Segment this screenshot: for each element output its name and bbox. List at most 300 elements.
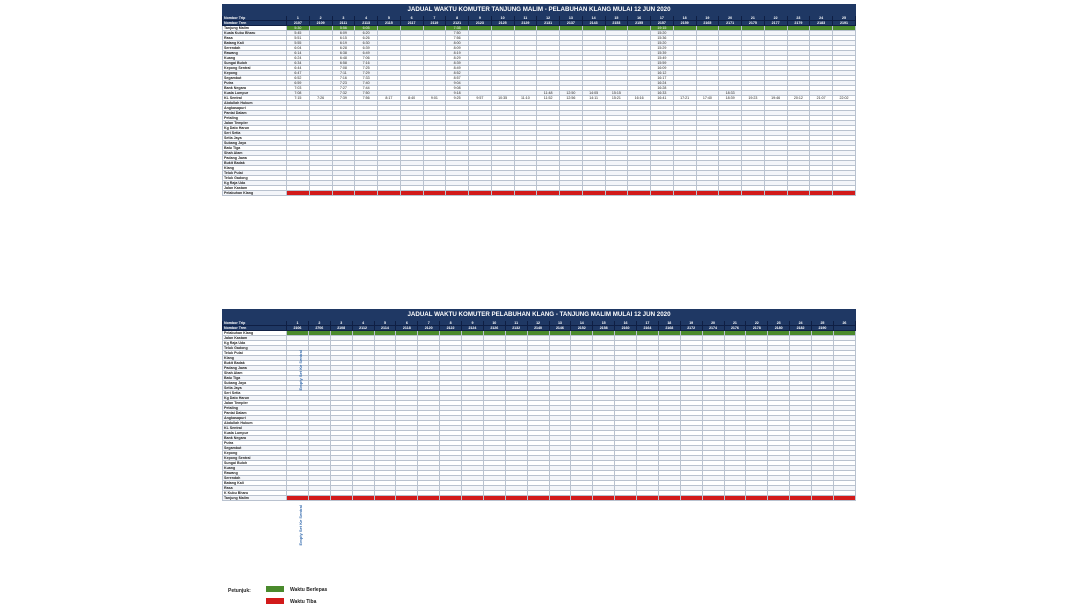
station-name: Pelabuhan Klang — [223, 191, 287, 196]
time-cell — [423, 191, 446, 196]
time-cell — [469, 191, 492, 196]
station-name: Jalan Kastam — [223, 186, 287, 191]
time-cell: 9:25 — [446, 96, 469, 101]
station-name: Padang Jawa — [223, 366, 287, 371]
time-cell: 11:52 — [537, 96, 560, 101]
time-cell — [746, 496, 768, 501]
time-cell: 6:05 — [355, 26, 378, 31]
trip-number: 19 — [696, 16, 719, 21]
train-number: 2178 — [746, 326, 768, 331]
time-cell — [483, 496, 505, 501]
trip-number: 8 — [440, 321, 462, 326]
time-cell: 12:50 — [560, 91, 583, 96]
time-cell: 6:28 — [332, 46, 355, 51]
time-cell: 19:46 — [764, 96, 787, 101]
trip-number: 26 — [833, 321, 855, 326]
time-cell — [768, 496, 790, 501]
time-cell: 12:56 — [560, 96, 583, 101]
trip-number: 16 — [628, 16, 651, 21]
time-cell — [527, 496, 549, 501]
time-cell — [615, 496, 637, 501]
train-number: 2158 — [593, 326, 615, 331]
station-name: Serendah — [223, 476, 287, 481]
time-cell — [287, 496, 309, 501]
station-name: Jalan Kastam — [223, 336, 287, 341]
trip-number: 21 — [742, 16, 765, 21]
time-cell: 16:09 — [651, 66, 674, 71]
time-cell — [764, 191, 787, 196]
table1-title: JADUAL WAKTU KOMUTER TANJUNG MALIM - PELABUHAN KLANG MULAI 12 JUN 2020 — [223, 5, 856, 16]
time-cell: 7:06 — [355, 56, 378, 61]
time-cell: 5:56 — [332, 26, 355, 31]
station-name: Segambut — [223, 446, 287, 451]
time-cell — [309, 191, 332, 196]
station-name: Sungai Buloh — [223, 461, 287, 466]
time-cell: 5:55 — [287, 41, 310, 46]
time-cell: 14:05 — [582, 91, 605, 96]
time-cell — [400, 191, 423, 196]
train-number: 2117 — [400, 21, 423, 26]
station-name: Segambut — [223, 76, 287, 81]
trip-number: 7 — [418, 321, 440, 326]
time-cell: 15:36 — [651, 36, 674, 41]
time-cell: 7:08 — [287, 91, 310, 96]
station-name: Kg Raja Uda — [223, 181, 287, 186]
trip-number-label: Nombor Trip — [223, 16, 287, 21]
time-cell: 7:56 — [355, 96, 378, 101]
trip-number: 9 — [462, 321, 484, 326]
station-name: Klang — [223, 356, 287, 361]
train-number: 2172 — [680, 326, 702, 331]
time-cell: 6:26 — [355, 36, 378, 41]
time-cell: 15:20 — [651, 31, 674, 36]
time-cell: 6:34 — [287, 61, 310, 66]
station-name: Kuang — [223, 56, 287, 61]
time-cell: 16:41 — [651, 96, 674, 101]
time-cell — [790, 496, 812, 501]
train-number: 2174 — [702, 326, 724, 331]
trip-number: 3 — [330, 321, 352, 326]
trip-number: 3 — [332, 16, 355, 21]
time-cell — [440, 496, 462, 501]
trip-number: 5 — [374, 321, 396, 326]
time-cell — [719, 191, 742, 196]
time-cell — [418, 496, 440, 501]
train-number: 2123 — [469, 21, 492, 26]
trip-number: 23 — [787, 16, 810, 21]
station-name: Tanjung Malim — [223, 26, 287, 31]
time-cell: 6:09 — [332, 31, 355, 36]
train-number: 2153 — [605, 21, 628, 26]
trip-number: 15 — [605, 16, 628, 21]
station-name: Angkasapuri — [223, 416, 287, 421]
legend-red-label: Waktu Tiba — [290, 599, 317, 605]
time-cell: 6:59 — [287, 81, 310, 86]
table2-title: JADUAL WAKTU KOMUTER PELABUHAN KLANG - TANJUNG MALIM MULAI 12 JUN 2020 — [223, 310, 856, 321]
trip-number: 20 — [719, 16, 742, 21]
train-number: 2121 — [446, 21, 469, 26]
train-number: 2113 — [355, 21, 378, 26]
time-cell: 6:15 — [332, 36, 355, 41]
time-cell: 5:30 — [287, 26, 310, 31]
train-number: 2177 — [764, 21, 787, 26]
time-cell: 6:38 — [332, 51, 355, 56]
station-name: Kg Dato Harun — [223, 126, 287, 131]
time-cell — [833, 191, 856, 196]
train-number: 2111 — [332, 21, 355, 26]
train-number: 2106 — [287, 326, 309, 331]
time-cell: 5:45 — [287, 31, 310, 36]
station-name: Kuala Lumpur — [223, 431, 287, 436]
time-cell: 8:00 — [446, 41, 469, 46]
time-cell: 8:09 — [446, 46, 469, 51]
time-cell: 7:16 — [355, 61, 378, 66]
trip-number: 6 — [396, 321, 418, 326]
time-cell: 11:10 — [514, 96, 537, 101]
station-name: Bukit Badak — [223, 161, 287, 166]
time-cell: 7:27 — [332, 86, 355, 91]
time-cell — [462, 496, 484, 501]
legend-green-swatch — [266, 586, 284, 592]
trip-number: 17 — [651, 16, 674, 21]
train-number: 2143 — [582, 21, 605, 26]
time-cell: 8:39 — [446, 61, 469, 66]
trip-number: 20 — [702, 321, 724, 326]
time-cell — [446, 191, 469, 196]
station-name: Pantai Dalam — [223, 411, 287, 416]
time-cell: 14:11 — [582, 96, 605, 101]
trip-number: 24 — [810, 16, 833, 21]
trip-number: 23 — [768, 321, 790, 326]
trip-number: 7 — [423, 16, 446, 21]
train-number: 2191 — [833, 21, 856, 26]
time-cell: 6:20 — [355, 31, 378, 36]
time-cell: 6:04 — [287, 46, 310, 51]
train-number: 2122 — [440, 326, 462, 331]
trip-number: 24 — [790, 321, 812, 326]
train-number: 2129 — [514, 21, 537, 26]
station-name: Petaling — [223, 116, 287, 121]
trip-number-label: Nombor Trip — [223, 321, 287, 326]
time-cell: 7:29 — [355, 71, 378, 76]
time-cell: 7:35 — [446, 26, 469, 31]
station-name: Kepong Sentral — [223, 456, 287, 461]
time-cell: 6:58 — [332, 61, 355, 66]
time-cell — [628, 191, 651, 196]
empty-set-note-lower: Empty Set Ke Sentral — [298, 505, 303, 546]
time-cell: 6:48 — [332, 56, 355, 61]
station-name: Rasa — [223, 486, 287, 491]
station-name: Padang Jawa — [223, 156, 287, 161]
station-name: Teluk Pulai — [223, 351, 287, 356]
train-number: 2165 — [696, 21, 719, 26]
train-number: 2131 — [537, 21, 560, 26]
station-name: Bank Negara — [223, 86, 287, 91]
station-name: Rawang — [223, 471, 287, 476]
time-cell — [658, 496, 680, 501]
trip-number: 1 — [287, 321, 309, 326]
station-name: K Kubu Bharu — [223, 491, 287, 496]
time-cell: 6:19 — [332, 41, 355, 46]
time-cell — [378, 191, 401, 196]
table-row — [223, 496, 856, 501]
train-number: 2171 — [719, 21, 742, 26]
time-cell: 8:49 — [446, 66, 469, 71]
legend-green-label: Waktu Berlepas — [290, 587, 328, 593]
train-number: 2155 — [628, 21, 651, 26]
time-cell — [742, 191, 765, 196]
train-number-label: Nombor Tren — [223, 326, 287, 331]
station-name: Pelabuhan Klang — [223, 331, 287, 336]
train-number-label: Nombor Tren — [223, 21, 287, 26]
time-cell: 8:29 — [446, 56, 469, 61]
time-cell — [702, 496, 724, 501]
time-cell: 9:57 — [469, 96, 492, 101]
station-name: Abdullah Hukum — [223, 101, 287, 106]
station-name: Teluk Pulai — [223, 171, 287, 176]
trip-number: 8 — [446, 16, 469, 21]
time-cell — [673, 191, 696, 196]
table-row — [223, 191, 856, 196]
time-cell — [696, 191, 719, 196]
trip-number: 10 — [491, 16, 514, 21]
station-name: Serendah — [223, 46, 287, 51]
trip-number: 25 — [812, 321, 834, 326]
time-cell — [582, 191, 605, 196]
trip-number: 11 — [505, 321, 527, 326]
station-name: Setia Jaya — [223, 386, 287, 391]
station-name: Teluk Gadong — [223, 176, 287, 181]
time-cell — [680, 496, 702, 501]
trip-number: 13 — [549, 321, 571, 326]
time-cell: 18:39 — [719, 96, 742, 101]
legend-heading: Petunjuk: — [228, 588, 251, 594]
time-cell — [514, 191, 537, 196]
time-cell: 9:18 — [446, 91, 469, 96]
station-name: Angkasapuri — [223, 106, 287, 111]
train-number: 2125 — [491, 21, 514, 26]
station-name: Kuala Lumpur — [223, 91, 287, 96]
train-number: 2140 — [527, 326, 549, 331]
station-name: Batang Kali — [223, 41, 287, 46]
trip-number: 19 — [680, 321, 702, 326]
time-cell: 6:14 — [287, 51, 310, 56]
time-cell: 7:15 — [287, 96, 310, 101]
trip-number: 10 — [483, 321, 505, 326]
time-cell — [571, 496, 593, 501]
time-cell: 15:21 — [605, 96, 628, 101]
train-number: 2146 — [549, 326, 571, 331]
train-number: 2124 — [462, 326, 484, 331]
trip-number: 16 — [615, 321, 637, 326]
time-cell: 16:24 — [651, 81, 674, 86]
trip-number: 18 — [658, 321, 680, 326]
trip-number: 11 — [514, 16, 537, 21]
trip-number: 22 — [764, 16, 787, 21]
time-cell: 7:03 — [287, 86, 310, 91]
empty-set-note-upper: Empty Set Ke Sentral — [298, 350, 303, 391]
time-cell — [833, 496, 855, 501]
time-cell — [396, 496, 418, 501]
time-cell: 7:32 — [332, 91, 355, 96]
time-cell — [355, 191, 378, 196]
train-number: 2126 — [483, 326, 505, 331]
station-name: KL Sentral — [223, 426, 287, 431]
time-cell — [505, 496, 527, 501]
train-number: 2112 — [352, 326, 374, 331]
station-name: Shah Alam — [223, 371, 287, 376]
time-cell: 16:28 — [651, 86, 674, 91]
time-cell — [724, 496, 746, 501]
train-number: 2190 — [812, 326, 834, 331]
train-number: 2152 — [571, 326, 593, 331]
time-cell: 7:50 — [355, 91, 378, 96]
time-cell: 6:52 — [287, 76, 310, 81]
trip-number: 14 — [571, 321, 593, 326]
time-cell — [605, 191, 628, 196]
station-name: Teluk Gadong — [223, 346, 287, 351]
trip-number: 22 — [746, 321, 768, 326]
station-name: Kuang — [223, 466, 287, 471]
station-name: Shah Alam — [223, 151, 287, 156]
time-cell: 9:08 — [446, 86, 469, 91]
station-name: Rawang — [223, 51, 287, 56]
station-name: Putra — [223, 441, 287, 446]
train-number: 2183 — [810, 21, 833, 26]
legend-red-swatch — [266, 598, 284, 604]
station-name: Jalan Templer — [223, 401, 287, 406]
station-name: Rasa — [223, 36, 287, 41]
trip-number: 17 — [637, 321, 659, 326]
station-name: Putra — [223, 81, 287, 86]
trip-number: 6 — [400, 16, 423, 21]
time-cell — [330, 496, 352, 501]
time-cell: 17:40 — [696, 96, 719, 101]
trip-number: 25 — [833, 16, 856, 21]
station-name: Batang Kali — [223, 481, 287, 486]
time-cell: 11:48 — [537, 91, 560, 96]
time-cell: 15:29 — [651, 46, 674, 51]
station-name: Pantai Dalam — [223, 111, 287, 116]
station-name: Seri Setia — [223, 391, 287, 396]
time-cell: 6:24 — [287, 56, 310, 61]
train-number: 2109 — [309, 21, 332, 26]
time-cell: 7:50 — [446, 31, 469, 36]
station-name: Bukit Badak — [223, 361, 287, 366]
time-cell: 6:47 — [287, 71, 310, 76]
train-number: 2119 — [423, 21, 446, 26]
station-name: Kepong — [223, 71, 287, 76]
station-name: Klang — [223, 166, 287, 171]
time-cell: 15:20 — [651, 41, 674, 46]
time-cell: 6:44 — [287, 66, 310, 71]
train-number: 2159 — [673, 21, 696, 26]
station-name: Kg Raja Uda — [223, 341, 287, 346]
time-cell: 7:44 — [355, 86, 378, 91]
time-cell — [287, 191, 310, 196]
station-name: Subang Jaya — [223, 141, 287, 146]
time-cell — [308, 496, 330, 501]
time-cell: 9:01 — [423, 96, 446, 101]
station-name: Kepong Sentral — [223, 66, 287, 71]
trip-number: 5 — [378, 16, 401, 21]
time-cell: 8:19 — [446, 51, 469, 56]
time-cell: 22:02 — [833, 96, 856, 101]
train-number: 2120 — [418, 326, 440, 331]
time-cell: 7:23 — [332, 81, 355, 86]
station-name: Petaling — [223, 406, 287, 411]
time-cell: 7:33 — [355, 76, 378, 81]
time-cell: 7:39 — [332, 96, 355, 101]
train-number: 2115 — [378, 21, 401, 26]
time-cell — [491, 191, 514, 196]
station-name: Abdullah Hukum — [223, 421, 287, 426]
train-number: 2114 — [374, 326, 396, 331]
time-cell: 15:59 — [651, 61, 674, 66]
time-cell: 8:17 — [378, 96, 401, 101]
train-number: 2107 — [287, 21, 310, 26]
trip-number: 2 — [309, 16, 332, 21]
time-cell — [787, 191, 810, 196]
station-name: Sungai Buloh — [223, 61, 287, 66]
trip-number: 18 — [673, 16, 696, 21]
time-cell: 16:17 — [651, 76, 674, 81]
station-name: Kg Dato Harun — [223, 396, 287, 401]
train-number: 2108 — [330, 326, 352, 331]
time-cell: 7:40 — [355, 81, 378, 86]
time-cell — [537, 191, 560, 196]
time-cell: 19:23 — [742, 96, 765, 101]
time-cell: 8:52 — [446, 71, 469, 76]
time-cell: 16:33 — [651, 91, 674, 96]
time-cell: 6:39 — [355, 46, 378, 51]
time-cell — [812, 496, 834, 501]
timetable-tanjung-malim-bound — [222, 309, 856, 501]
train-number: 2118 — [396, 326, 418, 331]
station-name: Setia Jaya — [223, 136, 287, 141]
train-number: 2180 — [768, 326, 790, 331]
train-number: 2164 — [637, 326, 659, 331]
trip-number: 12 — [527, 321, 549, 326]
station-name: Bank Negara — [223, 436, 287, 441]
station-name: Kepong — [223, 451, 287, 456]
trip-number: 21 — [724, 321, 746, 326]
time-cell: 19:15 — [651, 26, 674, 31]
time-cell — [560, 191, 583, 196]
station-name: Kuala Kubu Bharu — [223, 31, 287, 36]
time-cell: 15:39 — [651, 51, 674, 56]
train-number: 2175 — [742, 21, 765, 26]
trip-number: 14 — [582, 16, 605, 21]
train-number: 2176 — [724, 326, 746, 331]
time-cell — [810, 191, 833, 196]
trip-number: 9 — [469, 16, 492, 21]
time-cell: 7:08 — [332, 66, 355, 71]
time-cell: 16:16 — [628, 96, 651, 101]
train-number: 2160 — [615, 326, 637, 331]
time-cell: 6:30 — [355, 41, 378, 46]
time-cell: 7:26 — [309, 96, 332, 101]
time-cell: 7:25 — [355, 66, 378, 71]
time-cell: 20:12 — [787, 96, 810, 101]
station-name: Tanjung Malim — [223, 496, 287, 501]
time-cell: 7:11 — [332, 71, 355, 76]
time-cell: 9:04 — [446, 81, 469, 86]
time-cell — [549, 496, 571, 501]
station-name: Jalan Templer — [223, 121, 287, 126]
train-number: 2706 — [308, 326, 330, 331]
time-cell: 16:12 — [651, 71, 674, 76]
